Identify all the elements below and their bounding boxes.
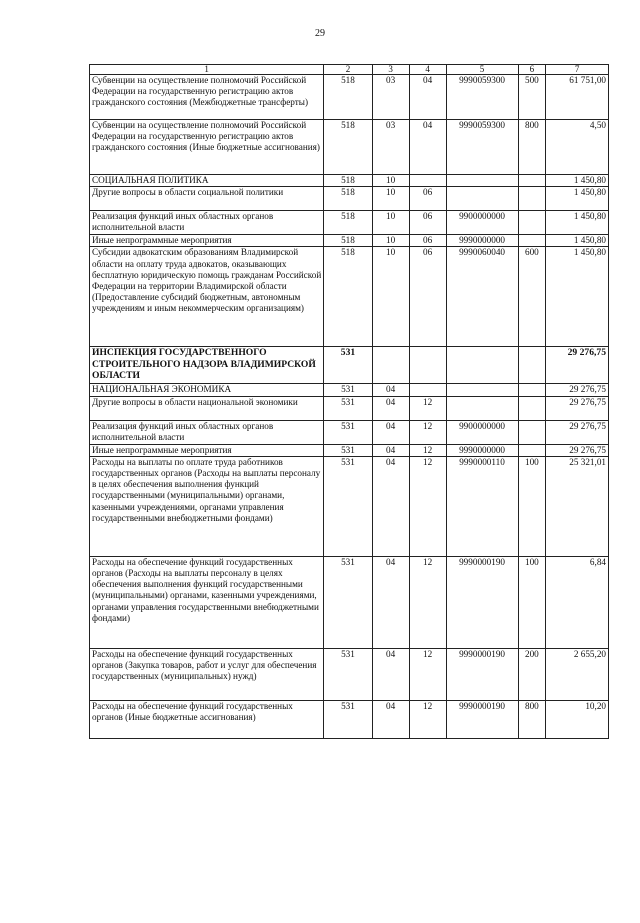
row-subsection: 06 bbox=[409, 211, 446, 235]
table-row bbox=[90, 211, 609, 235]
row-section: 04 bbox=[372, 556, 409, 648]
row-target-article bbox=[446, 396, 518, 420]
row-section: 10 bbox=[372, 235, 409, 247]
row-amount: 29 276,75 bbox=[546, 420, 609, 444]
row-section: 10 bbox=[372, 187, 409, 211]
row-subsection: 04 bbox=[409, 120, 446, 175]
row-ministry-code: 531 bbox=[324, 648, 372, 700]
row-subsection: 06 bbox=[409, 247, 446, 347]
row-name: Расходы на обеспечение функций государственных органов (Закупка товаров, работ и услуг для обеспечения государственных (муниципальных) нужд) bbox=[90, 648, 324, 700]
row-expense-type: 800 bbox=[518, 700, 546, 738]
row-name: Другие вопросы в области национальной экономики bbox=[90, 396, 324, 420]
table-row bbox=[90, 175, 609, 187]
row-amount: 29 276,75 bbox=[546, 384, 609, 396]
row-expense-type: 100 bbox=[518, 456, 546, 556]
row-target-article: 9990059300 bbox=[446, 120, 518, 175]
row-subsection: 12 bbox=[409, 456, 446, 556]
row-amount: 4,50 bbox=[546, 120, 609, 175]
row-name: Расходы на выплаты по оплате труда работников государственных органов (Расходы на выплаты персоналу в целях обеспечения выполнения функций государственными (муниципальными) органами, казенными учреждениями, органами управления государственными внебюджетными фондами) bbox=[90, 456, 324, 556]
table-row bbox=[90, 420, 609, 444]
row-amount: 29 276,75 bbox=[546, 347, 609, 384]
row-target-article bbox=[446, 384, 518, 396]
row-subsection: 04 bbox=[409, 75, 446, 120]
row-subsection: 12 bbox=[409, 420, 446, 444]
row-name: Расходы на обеспечение функций государственных органов (Расходы на выплаты персоналу в целях обеспечения выполнения функций государственными (муниципальными) органами, казенными учреждениями, органами управления государственными внебюджетными фондами) bbox=[90, 556, 324, 648]
row-expense-type bbox=[518, 420, 546, 444]
row-amount: 29 276,75 bbox=[546, 396, 609, 420]
row-amount: 25 321,01 bbox=[546, 456, 609, 556]
row-target-article: 9990000190 bbox=[446, 648, 518, 700]
row-name: Иные непрограммные мероприятия bbox=[90, 444, 324, 456]
row-ministry-code: 531 bbox=[324, 347, 372, 384]
row-expense-type bbox=[518, 187, 546, 211]
row-name: ИНСПЕКЦИЯ ГОСУДАРСТВЕННОГО СТРОИТЕЛЬНОГО НАДЗОРА ВЛАДИМИРСКОЙ ОБЛАСТИ bbox=[90, 347, 324, 384]
header-col-7: 7 bbox=[546, 65, 609, 75]
header-col-3: 3 bbox=[372, 65, 409, 75]
row-subsection bbox=[409, 347, 446, 384]
header-row bbox=[90, 65, 609, 75]
row-amount: 1 450,80 bbox=[546, 247, 609, 347]
row-amount: 29 276,75 bbox=[546, 444, 609, 456]
row-target-article: 9990000190 bbox=[446, 700, 518, 738]
row-name: Реализация функций иных областных органов исполнительной власти bbox=[90, 420, 324, 444]
row-amount: 2 655,20 bbox=[546, 648, 609, 700]
row-ministry-code: 518 bbox=[324, 75, 372, 120]
table-row bbox=[90, 556, 609, 648]
table-body bbox=[90, 75, 609, 739]
row-target-article: 9990060040 bbox=[446, 247, 518, 347]
row-expense-type bbox=[518, 384, 546, 396]
row-amount: 61 751,00 bbox=[546, 75, 609, 120]
row-target-article bbox=[446, 175, 518, 187]
row-section: 04 bbox=[372, 456, 409, 556]
table-row bbox=[90, 347, 609, 384]
row-amount: 1 450,80 bbox=[546, 187, 609, 211]
row-ministry-code: 531 bbox=[324, 420, 372, 444]
header-col-4: 4 bbox=[409, 65, 446, 75]
header-col-5: 5 bbox=[446, 65, 518, 75]
row-section: 10 bbox=[372, 247, 409, 347]
row-section: 04 bbox=[372, 396, 409, 420]
row-ministry-code: 531 bbox=[324, 556, 372, 648]
table-row bbox=[90, 120, 609, 175]
header-col-2: 2 bbox=[324, 65, 372, 75]
row-subsection: 12 bbox=[409, 648, 446, 700]
row-section: 04 bbox=[372, 444, 409, 456]
header-col-1: 1 bbox=[90, 65, 324, 75]
row-ministry-code: 531 bbox=[324, 456, 372, 556]
row-name: СОЦИАЛЬНАЯ ПОЛИТИКА bbox=[90, 175, 324, 187]
table-row bbox=[90, 247, 609, 347]
row-expense-type: 800 bbox=[518, 120, 546, 175]
row-target-article: 9900000000 bbox=[446, 420, 518, 444]
row-name: Субвенции на осуществление полномочий Российской Федерации на государственную регистрацию актов гражданского состояния (Иные бюджетные ассигнования) bbox=[90, 120, 324, 175]
row-expense-type: 600 bbox=[518, 247, 546, 347]
row-ministry-code: 518 bbox=[324, 211, 372, 235]
row-ministry-code: 518 bbox=[324, 175, 372, 187]
row-section: 04 bbox=[372, 420, 409, 444]
table-row bbox=[90, 235, 609, 247]
row-expense-type: 500 bbox=[518, 75, 546, 120]
row-target-article bbox=[446, 347, 518, 384]
table-row bbox=[90, 700, 609, 738]
row-name: Субсидии адвокатским образованиям Владимирской области на оплату труда адвокатов, оказывающих бесплатную юридическую помощь гражданам Российской Федерации на территории Владимирской области (Предоставление субсидий бюджетным, автономным учреждениям и иным некоммерческим организациям) bbox=[90, 247, 324, 347]
table-row bbox=[90, 396, 609, 420]
row-subsection: 06 bbox=[409, 187, 446, 211]
row-section: 04 bbox=[372, 700, 409, 738]
row-ministry-code: 518 bbox=[324, 120, 372, 175]
row-section: 03 bbox=[372, 120, 409, 175]
row-target-article bbox=[446, 187, 518, 211]
row-target-article: 9990000000 bbox=[446, 444, 518, 456]
row-amount: 1 450,80 bbox=[546, 211, 609, 235]
row-section: 04 bbox=[372, 648, 409, 700]
row-expense-type: 200 bbox=[518, 648, 546, 700]
page-number: 29 bbox=[315, 28, 325, 39]
row-section: 03 bbox=[372, 75, 409, 120]
row-target-article: 9990000000 bbox=[446, 235, 518, 247]
row-expense-type bbox=[518, 347, 546, 384]
row-ministry-code: 518 bbox=[324, 235, 372, 247]
row-amount: 10,20 bbox=[546, 700, 609, 738]
row-expense-type bbox=[518, 235, 546, 247]
row-name: НАЦИОНАЛЬНАЯ ЭКОНОМИКА bbox=[90, 384, 324, 396]
table-row bbox=[90, 384, 609, 396]
row-target-article: 9990000190 bbox=[446, 556, 518, 648]
row-target-article: 9990000110 bbox=[446, 456, 518, 556]
row-expense-type: 100 bbox=[518, 556, 546, 648]
row-ministry-code: 531 bbox=[324, 444, 372, 456]
row-subsection bbox=[409, 384, 446, 396]
row-section: 10 bbox=[372, 175, 409, 187]
row-section: 04 bbox=[372, 384, 409, 396]
row-expense-type bbox=[518, 211, 546, 235]
row-name: Другие вопросы в области социальной политики bbox=[90, 187, 324, 211]
table-row bbox=[90, 648, 609, 700]
row-name: Расходы на обеспечение функций государственных органов (Иные бюджетные ассигнования) bbox=[90, 700, 324, 738]
row-ministry-code: 531 bbox=[324, 396, 372, 420]
row-target-article: 9900000000 bbox=[446, 211, 518, 235]
row-expense-type bbox=[518, 396, 546, 420]
row-amount: 1 450,80 bbox=[546, 235, 609, 247]
row-subsection: 12 bbox=[409, 556, 446, 648]
row-name: Реализация функций иных областных органов исполнительной власти bbox=[90, 211, 324, 235]
row-amount: 1 450,80 bbox=[546, 175, 609, 187]
header-col-6: 6 bbox=[518, 65, 546, 75]
table-row bbox=[90, 187, 609, 211]
row-expense-type bbox=[518, 175, 546, 187]
row-subsection: 12 bbox=[409, 700, 446, 738]
row-ministry-code: 531 bbox=[324, 384, 372, 396]
row-amount: 6,84 bbox=[546, 556, 609, 648]
row-subsection bbox=[409, 175, 446, 187]
table-row bbox=[90, 444, 609, 456]
row-subsection: 06 bbox=[409, 235, 446, 247]
table-row bbox=[90, 456, 609, 556]
row-ministry-code: 518 bbox=[324, 187, 372, 211]
budget-table bbox=[89, 64, 609, 739]
row-name: Иные непрограммные мероприятия bbox=[90, 235, 324, 247]
row-ministry-code: 531 bbox=[324, 700, 372, 738]
table-row bbox=[90, 75, 609, 120]
row-subsection: 12 bbox=[409, 396, 446, 420]
row-section: 10 bbox=[372, 211, 409, 235]
row-name: Субвенции на осуществление полномочий Российской Федерации на государственную регистрацию актов гражданского состояния (Межбюджетные трансферты) bbox=[90, 75, 324, 120]
row-expense-type bbox=[518, 444, 546, 456]
row-subsection: 12 bbox=[409, 444, 446, 456]
row-ministry-code: 518 bbox=[324, 247, 372, 347]
row-target-article: 9990059300 bbox=[446, 75, 518, 120]
row-section bbox=[372, 347, 409, 384]
